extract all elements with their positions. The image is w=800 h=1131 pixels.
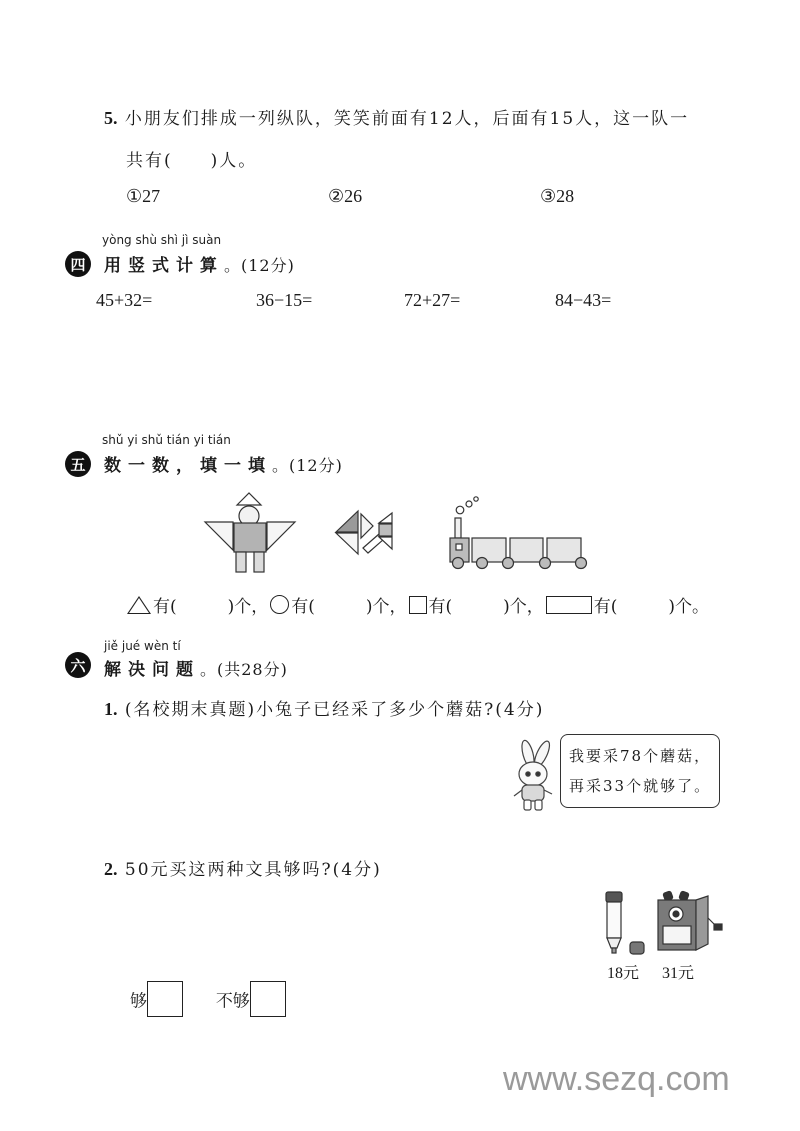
question-text: 小朋友们排成一列纵队，笑笑前面有12人，后面有15人，这一队一 xyxy=(124,109,690,129)
question-5-line2: 共有( )人。 xyxy=(126,151,258,171)
problem-1 xyxy=(104,695,544,720)
count-fill-line xyxy=(127,592,709,617)
section-title-text: 用竖式计算 xyxy=(104,256,224,276)
option-2[interactable]: ②26 xyxy=(328,186,363,206)
problem-number: 1. xyxy=(104,699,118,719)
square-count-blank[interactable]: 有( )个， xyxy=(428,597,544,617)
circle-count-blank[interactable]: 有( )个， xyxy=(291,597,407,617)
triangle-count-blank[interactable]: 有( )个， xyxy=(153,597,269,617)
not-enough-label: 不够 xyxy=(215,991,250,1012)
option-3[interactable]: ③28 xyxy=(540,186,575,206)
section-4-pinyin: yòng shù shì jì suàn xyxy=(102,233,222,247)
fish-figure xyxy=(333,508,398,556)
problem-number: 2. xyxy=(104,859,118,879)
section-6-title xyxy=(104,655,288,680)
rectangle-icon xyxy=(546,596,592,614)
train-figure xyxy=(448,492,594,570)
section-6-pinyin: jiě jué wèn tí xyxy=(104,639,181,653)
answer-choices xyxy=(130,981,286,1017)
problem-2 xyxy=(104,855,382,880)
robot-figure xyxy=(200,488,300,574)
calc-problem-3: 72+27= xyxy=(404,290,461,310)
pencil-sharpener-illustration xyxy=(656,890,726,954)
speech-bubble xyxy=(560,734,720,808)
question-5-line1 xyxy=(104,104,689,129)
problem-text: 50元买这两种文具够吗?(4分) xyxy=(124,860,382,880)
sharpener-price: 31元 xyxy=(662,965,695,982)
section-5-title xyxy=(104,451,343,476)
bubble-line-2: 再采33个就够了。 xyxy=(569,777,712,795)
calc-problem-2: 36−15= xyxy=(256,290,313,310)
calc-problem-4: 84−43= xyxy=(555,290,612,310)
square-icon xyxy=(409,596,427,614)
rabbit-illustration xyxy=(508,738,560,814)
rectangle-count-blank[interactable]: 有( )个。 xyxy=(593,597,710,617)
option-1[interactable]: ①27 xyxy=(126,186,161,206)
section-5-badge: 五 xyxy=(65,451,91,477)
section-4-title xyxy=(104,251,295,276)
section-title-text: 解决问题 xyxy=(104,660,200,680)
question-number: 5. xyxy=(104,108,118,128)
section-score: 。(12分) xyxy=(272,456,343,475)
circle-icon xyxy=(270,595,289,614)
section-title-text: 数一数，填一填 xyxy=(104,456,272,476)
calc-problem-1: 45+32= xyxy=(96,290,153,310)
section-6-badge: 六 xyxy=(65,652,91,678)
problem-text: (名校期末真题)小兔子已经采了多少个蘑菇?(4分) xyxy=(124,700,545,720)
marker-pen-illustration xyxy=(602,888,652,956)
enough-checkbox[interactable] xyxy=(147,981,183,1017)
section-5-pinyin: shǔ yi shǔ tián yi tián xyxy=(102,433,231,447)
section-4-badge: 四 xyxy=(65,251,91,277)
section-score: 。(12分) xyxy=(224,256,295,275)
triangle-icon xyxy=(127,596,151,614)
marker-price: 18元 xyxy=(607,965,640,982)
watermark: www.sezq.com xyxy=(503,1060,730,1098)
not-enough-checkbox[interactable] xyxy=(250,981,286,1017)
enough-label: 够 xyxy=(130,991,147,1012)
section-score: 。(共28分) xyxy=(200,660,288,679)
bubble-line-1: 我要采78个蘑菇， xyxy=(569,747,712,765)
